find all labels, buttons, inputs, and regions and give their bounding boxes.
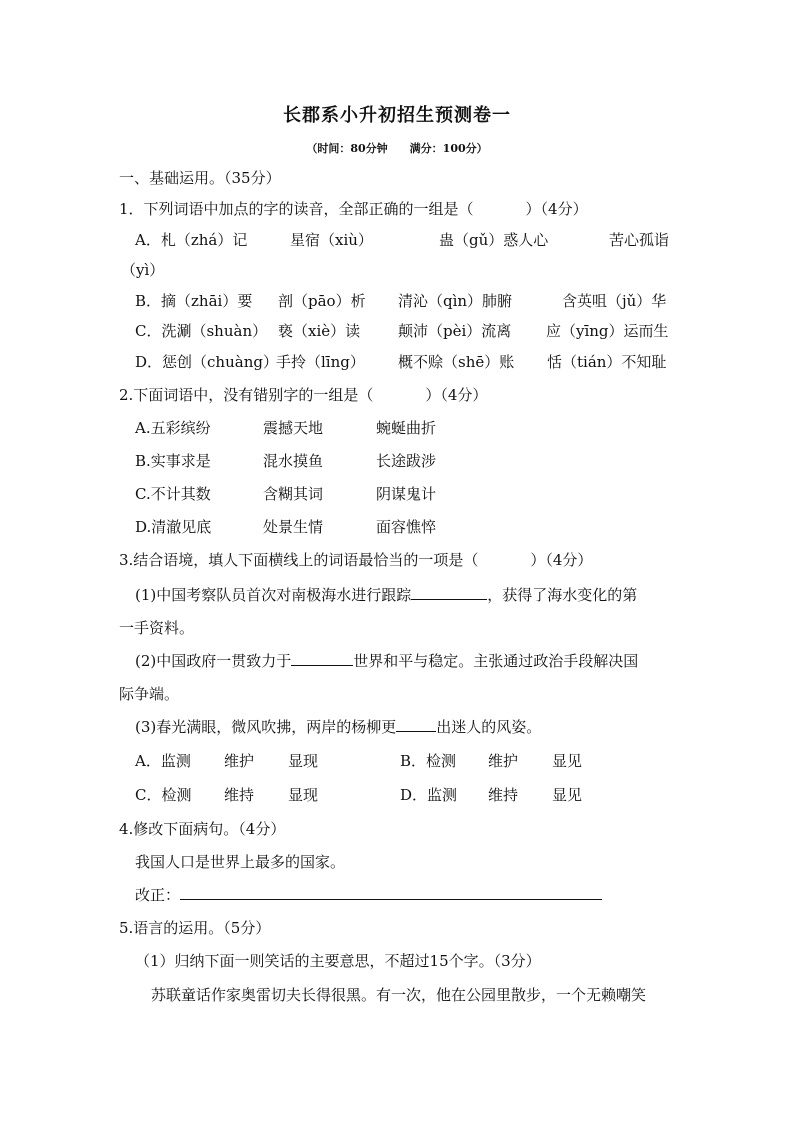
q1-option-d-1: D．惩创（chuàng） bbox=[135, 353, 278, 371]
q1-option-b-4: 含英咀（jǔ）华 bbox=[562, 292, 667, 310]
q1-option-a-2: 星宿（xiù） bbox=[290, 231, 373, 249]
q1-option-d-2: 手拎（līng） bbox=[276, 353, 365, 371]
q2-option-d-1: D.清澈见底 bbox=[135, 518, 212, 536]
section-heading: 一、基础运用。（35分） bbox=[119, 169, 281, 187]
question-3-stem bbox=[119, 550, 592, 570]
q3-option-d-3: 显见 bbox=[552, 786, 583, 804]
q1-option-c-3: 颠沛（pèi）流离 bbox=[398, 322, 512, 340]
question-stem-score: ）（4分） bbox=[425, 386, 488, 404]
q2-option-a-2: 震撼天地 bbox=[263, 419, 324, 437]
page-title: 长郡系小升初招生预测卷一 bbox=[283, 105, 511, 126]
q3-sentence-2-wrap: 际争端。 bbox=[119, 685, 180, 703]
q2-option-d-3: 面容憔悴 bbox=[376, 518, 437, 536]
q5-passage: 苏联童话作家奥雷切夫长得很黑。有一次，他在公园里散步，一个无赖嘲笑 bbox=[151, 986, 647, 1004]
sentence-text: 世界和平与稳定。主张通过政治手段解决国 bbox=[353, 652, 639, 670]
q2-option-c-1: C.不计其数 bbox=[135, 485, 211, 503]
q3-option-a-1: A．监测 bbox=[135, 752, 191, 770]
sentence-text: (3)春光满眼，微风吹拂，两岸的杨柳更 bbox=[135, 718, 397, 736]
q2-option-d-2: 处景生情 bbox=[263, 518, 324, 536]
q2-option-a-1: A.五彩缤纷 bbox=[135, 419, 211, 437]
question-stem-score: ）（4分） bbox=[530, 551, 593, 569]
q3-option-b-3: 显见 bbox=[552, 752, 583, 770]
q3-option-b-1: B．检测 bbox=[400, 752, 457, 770]
correction-answer-line[interactable] bbox=[180, 885, 602, 900]
q3-sentence-1-wrap: 一手资料。 bbox=[119, 619, 195, 637]
q5-subquestion-1: （1）归纳下面一则笑话的主要意思，不超过15个字。（3分） bbox=[135, 952, 541, 970]
q2-option-a-3: 蜿蜒曲折 bbox=[376, 419, 437, 437]
q3-option-c-2: 维持 bbox=[224, 786, 255, 804]
q1-option-c-2: 亵（xiè）读 bbox=[278, 322, 361, 340]
question-stem-text: 1．下列词语中加点的字的读音，全部正确的一组是（ bbox=[119, 200, 474, 218]
question-stem-text: 2.下面词语中，没有错别字的一组是（ bbox=[119, 386, 374, 404]
q3-option-a-3: 显现 bbox=[288, 752, 319, 770]
fill-blank[interactable] bbox=[291, 651, 353, 666]
sentence-text: (2)中国政府一贯致力于 bbox=[135, 652, 292, 670]
q4-correction-line bbox=[135, 885, 602, 905]
fill-blank[interactable] bbox=[411, 585, 487, 600]
q1-option-c-4: 应（yīng）运而生 bbox=[546, 322, 669, 340]
q1-option-b-1: B．摘（zhāi）要 bbox=[135, 292, 253, 310]
q2-option-b-2: 混水摸鱼 bbox=[263, 452, 324, 470]
q1-option-b-3: 清沁（qìn）肺腑 bbox=[398, 292, 513, 310]
question-2-stem bbox=[119, 385, 487, 405]
q1-option-a-1: A．札（zhá）记 bbox=[135, 231, 248, 249]
q3-option-b-2: 维护 bbox=[488, 752, 519, 770]
correction-label: 改正： bbox=[135, 886, 181, 904]
q3-option-a-2: 维护 bbox=[224, 752, 255, 770]
q1-option-c-1: C．洗涮（shuàn） bbox=[135, 322, 268, 340]
q1-option-d-4: 恬（tián）不知耻 bbox=[547, 353, 667, 371]
q2-option-c-2: 含糊其词 bbox=[263, 485, 324, 503]
sentence-text: ，获得了海水变化的第 bbox=[487, 586, 638, 604]
q3-option-d-2: 维持 bbox=[488, 786, 519, 804]
q4-faulty-sentence: 我国人口是世界上最多的国家。 bbox=[135, 853, 346, 871]
q1-option-a-4: 苦心孤诣 bbox=[609, 231, 670, 249]
question-5-stem: 5.语言的运用。（5分） bbox=[119, 919, 271, 937]
sentence-text: (1)中国考察队员首次对南极海水进行跟踪 bbox=[135, 586, 412, 604]
q3-option-c-3: 显现 bbox=[288, 786, 319, 804]
q2-option-b-3: 长途跋涉 bbox=[376, 452, 437, 470]
q3-sentence-1 bbox=[135, 585, 637, 605]
sentence-text: 出迷人的风姿。 bbox=[436, 718, 542, 736]
q3-option-c-1: C．检测 bbox=[135, 786, 192, 804]
q3-option-d-1: D．监测 bbox=[400, 786, 458, 804]
fill-blank[interactable] bbox=[396, 717, 436, 732]
q3-sentence-3 bbox=[135, 717, 541, 737]
q1-option-d-3: 概不赊（shē）账 bbox=[398, 353, 515, 371]
q3-sentence-2 bbox=[135, 651, 638, 671]
question-1-stem bbox=[119, 199, 588, 219]
exam-subtitle: （时间：80分钟 满分：100分） bbox=[306, 142, 488, 155]
q2-option-b-1: B.实事求是 bbox=[135, 452, 211, 470]
question-stem-score: ）（4分） bbox=[525, 200, 588, 218]
question-stem-text: 3.结合语境，填人下面横线上的词语最恰当的一项是（ bbox=[119, 551, 479, 569]
q1-option-a-3: 蛊（gǔ）惑人心 bbox=[439, 231, 549, 249]
q1-option-b-2: 剖（pāo）析 bbox=[278, 292, 366, 310]
question-4-stem: 4.修改下面病句。（4分） bbox=[119, 820, 286, 838]
q1-option-a-wrap: （yì） bbox=[121, 261, 165, 279]
q2-option-c-3: 阴谋鬼计 bbox=[376, 485, 437, 503]
